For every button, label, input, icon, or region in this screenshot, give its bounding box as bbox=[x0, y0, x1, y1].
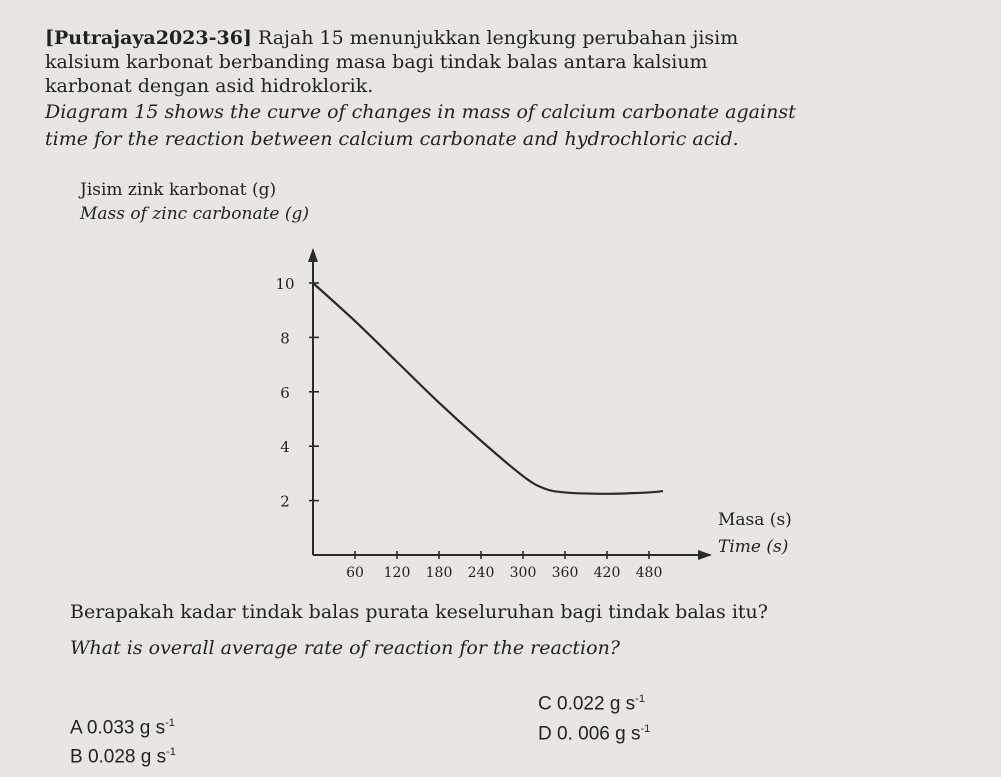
option-d-text: D 0. 006 g s bbox=[538, 723, 641, 745]
x-tick-label: 60 bbox=[346, 565, 364, 581]
x-tick-label: 180 bbox=[425, 565, 453, 581]
question-english-line-2: time for the reaction between calcium carbonate and hydrochloric acid. bbox=[45, 128, 739, 150]
option-c[interactable] bbox=[538, 693, 645, 715]
chart-axes bbox=[308, 248, 712, 560]
option-c-text: C 0.022 g s bbox=[538, 693, 636, 715]
question-malay-line-3: karbonat dengan asid hidroklorik. bbox=[45, 75, 374, 97]
question-english-line-1: Diagram 15 shows the curve of changes in mass of calcium carbonate against bbox=[45, 101, 796, 123]
option-a[interactable] bbox=[70, 717, 175, 739]
question-source-tag: [Putrajaya2023-36] bbox=[45, 27, 252, 49]
y-tick-label: 8 bbox=[280, 329, 290, 348]
x-axis-label-malay: Masa (s) bbox=[718, 510, 792, 530]
x-tick-label: 420 bbox=[593, 565, 621, 581]
y-tick-label: 10 bbox=[275, 275, 295, 293]
y-axis-arrow bbox=[308, 248, 318, 262]
x-tick-label: 360 bbox=[551, 565, 579, 581]
x-tick-label: 480 bbox=[635, 565, 663, 581]
option-d-sup: -1 bbox=[640, 723, 651, 735]
x-tick-label: 300 bbox=[509, 565, 537, 581]
x-axis-arrow bbox=[698, 550, 712, 560]
y-tick-label: 6 bbox=[280, 383, 290, 402]
y-tick-label: 4 bbox=[280, 438, 290, 457]
prompt-malay: Berapakah kadar tindak balas purata keseluruhan bagi tindak balas itu? bbox=[70, 601, 768, 623]
y-tick-label: 2 bbox=[280, 492, 290, 511]
option-b-sup: -1 bbox=[166, 746, 176, 758]
option-a-sup: -1 bbox=[165, 717, 175, 729]
question-malay-line-1: Rajah 15 menunjukkan lengkung perubahan jisim bbox=[251, 27, 739, 49]
x-tick-label: 240 bbox=[467, 565, 495, 581]
y-axis-label-malay: Jisim zink karbonat (g) bbox=[80, 180, 277, 200]
prompt-english: What is overall average rate of reaction for the reaction? bbox=[70, 637, 620, 659]
option-b[interactable] bbox=[70, 746, 176, 768]
x-axis-label-english: Time (s) bbox=[718, 537, 789, 557]
option-b-text: B 0.028 g s bbox=[70, 746, 167, 768]
x-tick-label: 120 bbox=[383, 565, 411, 581]
mass-curve bbox=[313, 283, 663, 494]
option-c-sup: -1 bbox=[635, 693, 645, 705]
option-a-text: A 0.033 g s bbox=[70, 717, 166, 739]
question-malay-line-2: kalsium karbonat berbanding masa bagi tindak balas antara kalsium bbox=[45, 51, 708, 73]
y-axis-label-english: Mass of zinc carbonate (g) bbox=[80, 204, 310, 224]
option-d[interactable] bbox=[538, 723, 650, 745]
